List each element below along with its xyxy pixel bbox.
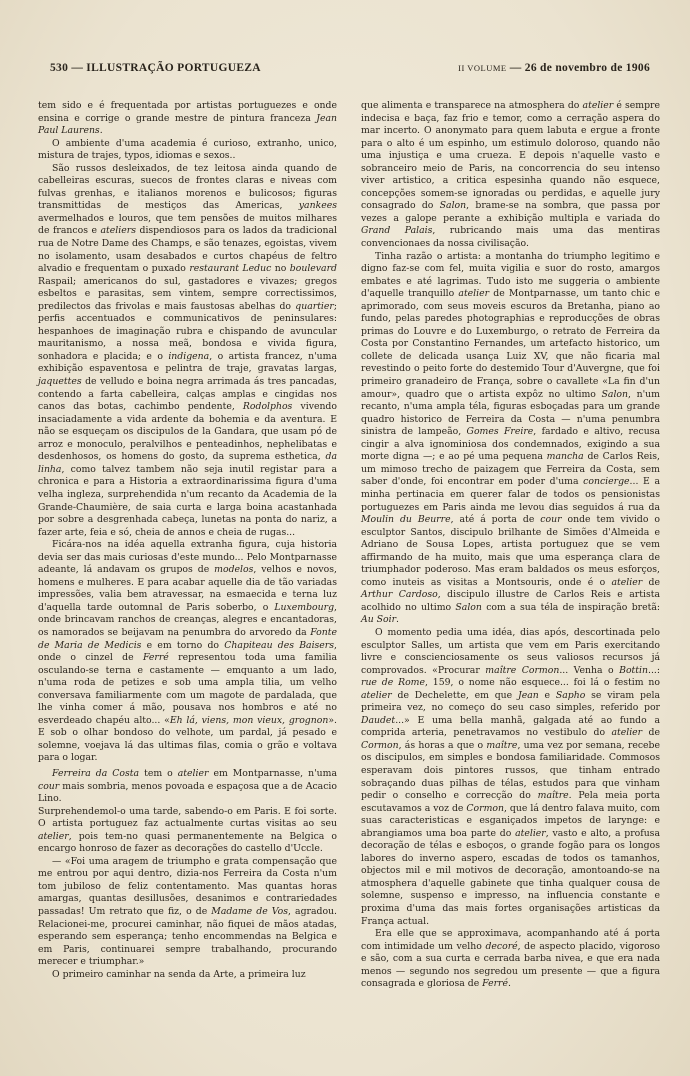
paragraph: Tinha razão o artista: a montanha do triumpho legitimo e digno faz-se com fel, muita vigilia e suor do rosto, amargos embates e até lagrimas. Tudo isto me suggeria o ambiente d'aquelle tranquillo atelier de Montparnasse, um tanto chic e aprimorado, com seus moveis escuros da Bretanha, piano ao fundo, pelas paredes photographias e reproducções de obras primas do Louvre e do Luxemburgo, o retrato de Ferreira da Costa por Constantino Fernandes, um artefacto historico, um collete de delicada usança Luiz XV, que não ficaria mal revestindo o peito forte do destemido Tour d'Auvergne, que foi primeiro granadeiro de França, sobre o cavallete «La fin d'un amour», quadro que o artista expôz no ultimo Salon, n'um recanto, n'uma ampla téla, figuras esboçadas para um grande quadro historico de Ferreira da Costa — n'uma penumbra sinistra de lampeão, Gomes Freire, fardado e altivo, recusa cingir a alva ignominiosa dos condemnados, exigindo a sua morte digna —; e ao pé uma pequena mancha de Carlos Reis, um mimoso trecho de paizagem que Ferreira da Costa, sem saber d'onde, foi encontrar em poder d'uma concierge... E a minha pertinacia em querer falar de todos os pensionistas portuguezes em Paris ainda me levou dias seguidos á rua da Moulin du Beurre, até á porta de cour onde tem vivido o esculptor Santos, discipulo brilhante de Simões d'Almeida e Adriano de Sousa Lopes, artista portuguez que se vem affirmando de ha muito, mais que uma esperança clara de triumphador poderoso. Mas eram baldados os meus esforços, como inuteis as visitas a Montsouris, onde é o atelier de Arthur Cardoso, discipulo illustre de Carlos Reis e artista acolhido no ultimo Salon com a sua téla de inspiração bretã: Au Soir. [361, 250, 661, 626]
paragraph: Ficára-nos na idéa aquella extranha figura, cuja historia devia ser das mais curiosas d'este mundo... Pelo Montparnasse adeante, lá andavam os grupos de modelos, velhos e novos, homens e mulheres. E para acabar aquelle dia de tão variadas impressões, valia bem atravessar, na esmaecida e terna luz d'aquella tarde outomnal de Paris soberbo, o Luxembourg, onde brincavam ranchos de creanças, alegres e encantadoras, os namorados se beijavam na penumbra do arvoredo da Fonte de Maria de Medicis e em torno do Chapiteau des Baisers, onde o cinzel de Ferré representou toda uma familia osculando-se terna e castamente — emquanto a um lado, n'uma roda de petizes e sob uma ampla tilia, um velho conversava familiarmente com um magote de pardalada, que lhe vinha comer á mão, pousava nos hombros e até no esverdeado chapéu alto... «Eh lá, viens, mon vieux, grognon». E sob o olhar bondoso do velhote, um pardal, já pesado e solemne, voejava lá das ultimas filas, comia o grão e voltava para o logar. [38, 539, 338, 764]
paragraph: Ferreira da Costa tem o atelier em Montparnasse, n'uma cour mais sombria, menos povoada e espaçosa que a de Acacio Lino. [38, 767, 337, 805]
article-column-right [361, 100, 660, 991]
issue-date [458, 62, 650, 74]
article-column-left [38, 100, 337, 981]
paragraph: Surprehendemol-o uma tarde, sabendo-o em Paris. E foi sorte. O artista portuguez faz actualmente curtas visitas ao seu atelier, pois tem-no quasi permanentemente na Belgica o encargo honroso de fazer as decorações do castello d'Uccle. [38, 805, 337, 855]
paragraph: O ambiente d'uma academia é curioso, extranho, unico, mistura de trajes, typos, idiomas e sexos.. [38, 137, 337, 162]
page-number-title: 530 — ILLUSTRAÇÃO PORTUGUEZA [50, 62, 261, 74]
paragraph: São russos desleixados, de tez leitosa ainda quando de cabelleiras escuras, suecos de frontes claras e niveas com fulvas grenhas, e italianos morenos e bulicosos; figuras transmittidas de mestiços das Americas, yankees avermelhados e louros, que tem pensões de muitos milhares de francos e ateliers dispendiosos para os lados da tradicional rua de Notre Dame des Champs, e são tenazes, egoistas, vivem no isolamento, usam desabados e curtos chapéus de feltro alvadio e frequentam o puxado restaurant Leduc no boulevard Raspail; americanos do sul, gastadores e vivazes; gregos esbeltos e parasitas, sem vintem, sempre correctissimos, predilectos das frivolas e mais faustosas abelhas do quartier; perfis accentuados e communicativos de peninsulares: hespanhoes de imaginação rubra e chispando de avuncular mauritanismo, a nossa meã, bondosa e vivida figura, sonhadora e placida; e o indigena, o artista francez, n'uma exhibição espaventosa e pelintra de traje, gravatas largas, jaquettes de velludo e boina negra arrimada ás tres pancadas, contendo a farta cabelleira, calças amplas e cingidas nos canos das botas, cachimbo pendente, Rodolphos vivendo insaciadamente a vida ardente da bohemia e da aventura. E não se esqueçam os discipulos de la Gandara, que usam pó de arroz e monoculo, peralvilhos e penteadinhos, nephelibatas e desdenhosos, os homens do gosto, da suprema esthetica, da linha, como talvez tambem não seja inutil registar para a chronica e para a Historia a extraordinarissima figura d'uma velha ingleza, surprehendida n'um recanto da Academia de la Grande-Chaumière, de saia curta e larga boina acastanhada por sobre a desgrenhada cabeça, lunetas na ponta do nariz, a fazer arte, feia e só, cheia de annos e cheia de rugas... [38, 162, 338, 538]
date-label: — 26 de novembro de 1906 [509, 62, 650, 74]
volume-label: II VOLUME [458, 63, 507, 73]
paragraph: O primeiro caminhar na senda da Arte, a primeira luz [52, 968, 306, 980]
paragraph: — «Foi uma aragem de triumpho e grata compensação que me entrou por aqui dentro, dizia-nos Ferreira da Costa n'um tom jubiloso de feliz contentamento. Mas quantas horas amargas, quantas desillusões, desanimos e contrariedades passadas! Um retrato que fiz, o de Madame de Vos, agradou. Relacionei-me, procurei caminhar, não fiquei de mãos atadas, esperando sem esperança; tenho encommendas na Belgica e em Paris, continuarei sempre trabalhando, procurando merecer e triumphar.» [38, 855, 337, 968]
paragraph: O momento pedia uma idéa, dias após, descortinada pelo esculptor Salles, um artista que vem em Paris exercitando livre e conscienciosamente os seus valiosos recursos já comprovados. «Procurar maître Cormon... Venha o Bottin...: rue de Rome, 159, o nome não esquece... foi lá o festim no atelier de Dechelette, em que Jean e Sapho se viram pela primeira vez, no começo do seu caso simples, referido por Daudet...» E uma bella manhã, galgada até ao fundo a comprida arteria, penetravamos no vestibulo do atelier de Cormon, ás horas a que o maître, uma vez por semana, recebe os discipulos, em simples e bondosa familiaridade. Commosos esperavam dois pintores russos, que tinham entrado sobraçando duas pilhas de télas, estudos para que vinham pedir o conselho e correcção do maître. Pela meia porta escutavamos a voz de Cormon, que lá dentro falava muito, com suas caracteristicas e esganiçados impetos de larynge: e abrangiamos uma boa parte do atelier, vasto e alto, a profusa decoração de télas e esboços, o grande fogão para os longos labores do inverno aspero, escadas de todos os tamanhos, objectos mil e mil motivos de decoração, amontoando-se na atmosphera d'aquelle gabinete que tinha qualquer cousa de solemne, suspenso e impresso, na influencia constante e proxima d'uma das mais fortes organisações artisticas da França actual. [361, 626, 661, 927]
page-header [50, 62, 650, 80]
paragraph: Era elle que se approximava, acompanhando até á porta com intimidade um velho decoré, de aspecto placido, vigoroso e são, com a sua curta e cerrada barba nivea, e que era nada menos — segundo nos segredou um presente — que a figura consagrada e gloriosa de Ferré. [361, 928, 660, 990]
paragraph: que alimenta e transparece na atmosphera do atelier é sempre indecisa e baça, faz frio e temor, como a cerração aspera do mar incerto. O anonymato para quem labuta e ergue a fronte para o alto é um espinho, um estimulo doloroso, quando não uma injustiça e uma crueza. E depois n'aquelle vasto e sobranceiro meio de Paris, na concorrencia do seu intenso viver artistico, a critica espesinha quando não esquece, concepções somem-se ignoradas ou perdidas, e aquelle jury consagrado do Salon, brame-se na sombra, que passa por vezes a galope perante a exhibição multipla e variada do Grand Palais, rubricando mais uma das mentiras convencionaes da nossa civilisação. [361, 100, 660, 250]
paragraph: tem sido e é frequentada por artistas portuguezes e onde ensina e corrige o grande mestre de pintura franceza Jean Paul Laurens. [38, 100, 337, 137]
